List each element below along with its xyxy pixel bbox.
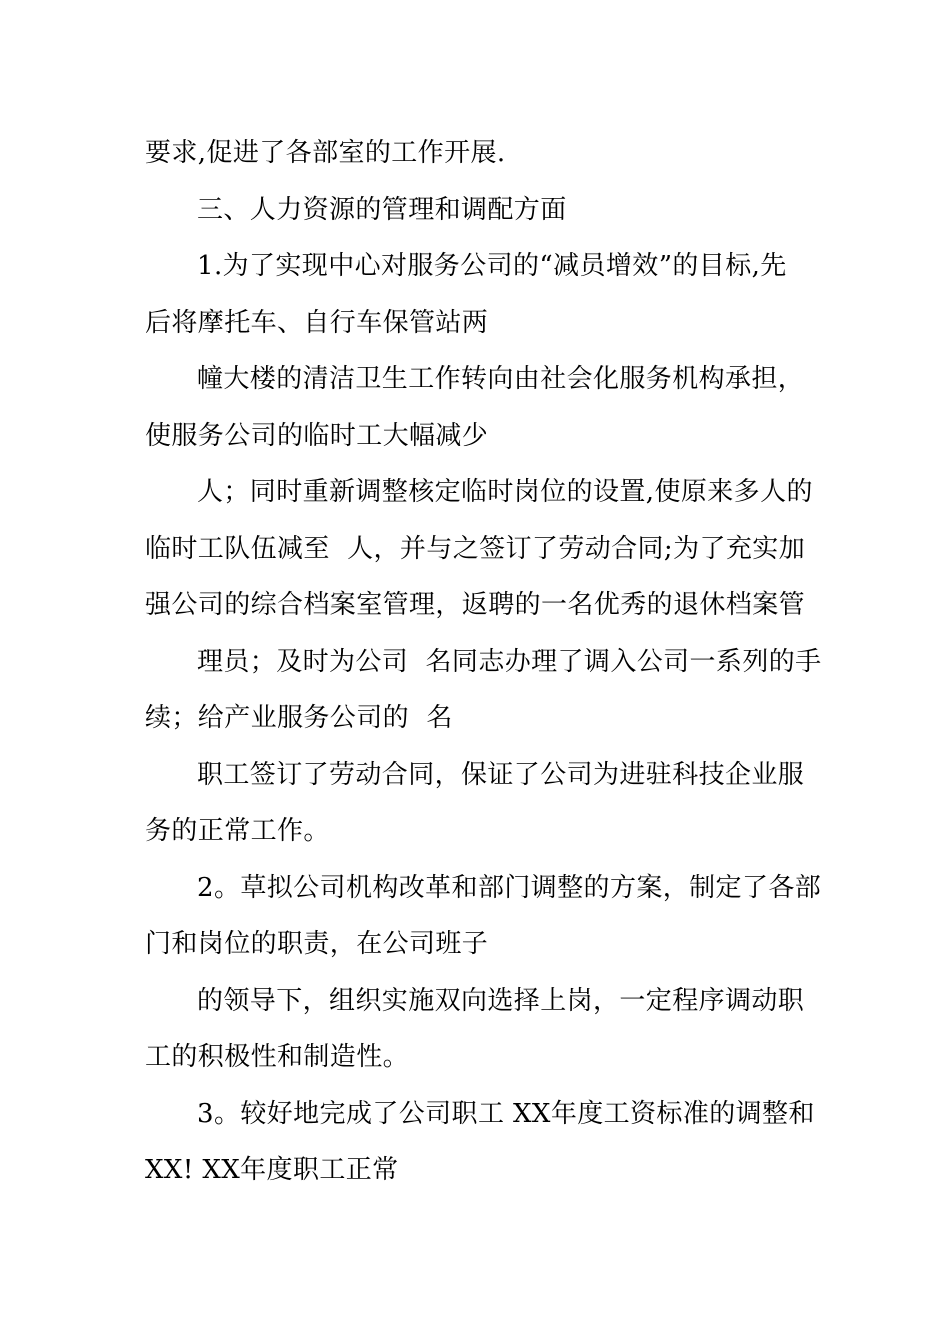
text-line-10: 理员；及时为公司 名同志办理了调入公司一系列的手: [197, 646, 822, 677]
text-line-4: 后将摩托车、自行车保管站两: [145, 307, 489, 338]
text-line-1: 要求,促进了各部室的工作开展.: [145, 138, 506, 168]
document-body: [145, 125, 822, 1199]
text-line-3: 1.为了实现中心对服务公司的“减员增效”的目标,先: [197, 251, 787, 281]
text-line-18: 3。较好地完成了公司职工 XX年度工资标准的调整和: [197, 1098, 815, 1129]
text-line-12: 职工签订了劳动合同，保证了公司为进驻科技企业服: [197, 759, 805, 790]
text-line-5: 幢大楼的清洁卫生工作转向由社会化服务机构承担，: [197, 364, 805, 394]
text-line-19: XX! XX年度职工正常: [145, 1155, 399, 1185]
text-line-17: 工的积极性和制造性。: [145, 1042, 410, 1072]
text-line-8: 临时工队伍减至 人，并与之签订了劳动合同;为了充实加: [145, 533, 806, 564]
text-line-15: 门和岗位的职责，在公司班子: [145, 929, 489, 959]
text-line-14: 2。草拟公司机构改革和部门调整的方案，制定了各部: [197, 872, 822, 903]
text-line-11: 续；给产业服务公司的 名: [145, 703, 453, 733]
text-line-13: 务的正常工作。: [145, 816, 330, 846]
text-line-9: 强公司的综合档案室管理，返聘的一名优秀的退休档案管: [145, 590, 806, 620]
text-line-6: 使服务公司的临时工大幅减少: [145, 420, 489, 451]
section-heading: 三、人力资源的管理和调配方面: [197, 194, 567, 225]
text-line-7: 人；同时重新调整核定临时岗位的设置,使原来多人的: [197, 477, 813, 507]
text-line-16: 的领导下，组织实施双向选择上岗，一定程序调动职: [197, 985, 805, 1016]
